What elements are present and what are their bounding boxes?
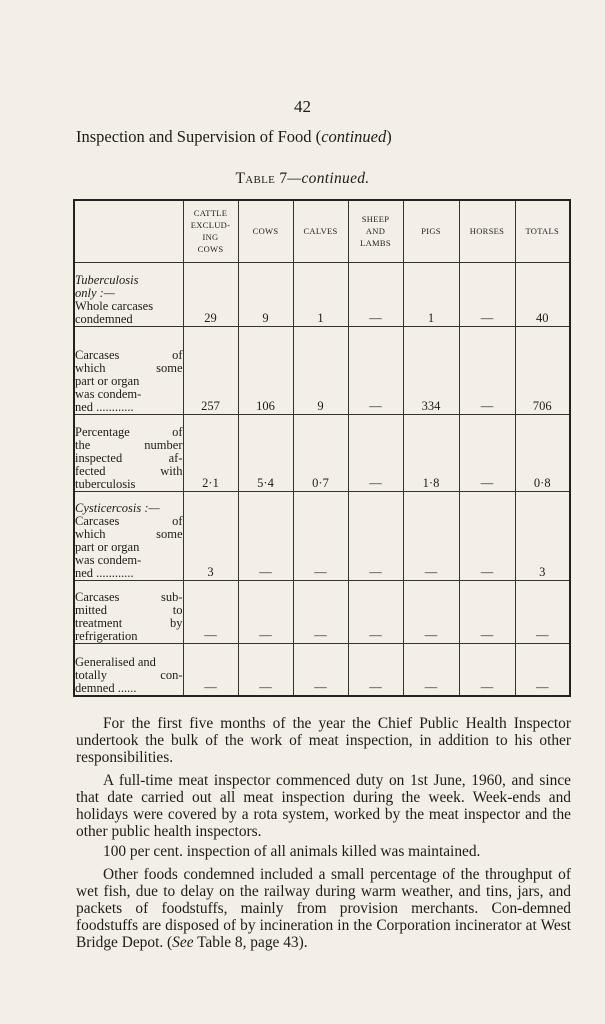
row-label [74,326,183,414]
table-cell: — [238,643,293,696]
table-cell: — [515,643,570,696]
row-label-line: ned ............ [75,399,134,414]
row-label-line: ned ............ [75,565,134,580]
column-header-line: LAMBS [360,238,391,249]
row-label-line: part or organ [75,373,140,388]
running-head-close: ) [386,127,392,146]
table-cell: — [348,262,403,326]
column-header [293,200,348,262]
column-header-line: PIGS [421,226,441,237]
column-header-line: ING [202,232,219,243]
row-label-line: totally con- [75,668,183,682]
table-cell: 106 [238,326,293,414]
table-row [74,580,570,643]
table-header-row [74,200,570,262]
row-label-line: was condem- [75,552,142,567]
row-label-line: Carcases of [75,347,183,362]
table-cell: 9 [293,326,348,414]
table-row [74,262,570,326]
table-cell: — [459,580,515,643]
table-cell: — [348,643,403,696]
table-cell: — [238,491,293,580]
table-cell: — [348,326,403,414]
table-body [74,262,570,696]
row-label-line: condemned [75,311,133,326]
column-header-line: HORSES [469,226,505,237]
table-cell: 29 [183,262,238,326]
table-cell: — [403,580,459,643]
table-cell: — [348,414,403,491]
column-header-line: TOTALS [525,226,560,237]
table-cell: 706 [515,326,570,414]
table-cell: — [238,580,293,643]
column-header-line: SHEEP [361,214,390,225]
column-header [459,200,515,262]
table-row [74,414,570,491]
row-label [74,262,183,326]
table-cell: 3 [183,491,238,580]
table-cell: — [403,643,459,696]
column-header-line: COWS [252,226,279,237]
row-label [74,580,183,643]
table-cell: 0·8 [515,414,570,491]
column-header-line: COWS [197,244,224,255]
table-row [74,643,570,696]
paragraph: For the first five months of the year the Chief Public Health Inspector undertook the bulk of the work of meat inspection, in addition to his other responsibilities. [76,715,571,766]
table-title-prefix: Table 7 [235,170,288,187]
row-label-line: Percentage of [75,424,183,439]
table-cell: — [183,643,238,696]
table-cell: 5·4 [238,414,293,491]
table-cell: — [459,262,515,326]
table-row [74,326,570,414]
table-cell: — [403,491,459,580]
row-label-line: which some [75,526,183,541]
row-label-line: tuberculosis [75,476,136,491]
row-label-line: refrigeration [75,628,138,643]
column-header [348,200,403,262]
table-row [74,491,570,580]
table-cell: 2·1 [183,414,238,491]
table-title [0,170,605,188]
paragraph-text: Other foods condemned included a small percentage of the throughput of wet fish, due to delay on the railway during warm weather, and tins, jars, and packets of foodstuffs, mainly from provision merchants. Con-demned foodstuffs are disposed of by incineration in the Corporation incinerator at West Bridge Depot. ( [76,866,571,951]
running-head-main: Inspection and Supervision of Food ( [76,127,322,146]
table-title-suffix: —continued. [287,170,370,187]
row-label-line: part or organ [75,539,140,554]
column-header-line: CALVES [303,226,338,237]
row-label-line: treatment by [75,615,183,630]
row-label-line: only :— [75,285,115,300]
table-cell: — [459,491,515,580]
paragraph [76,866,571,951]
table-cell: 3 [515,491,570,580]
table-cell: 1 [293,262,348,326]
paragraph: A full-time meat inspector commenced duty on 1st June, 1960, and since that date carried out all meat inspection during the week. Week-ends and holidays were covered by a rota system, worked by the meat inspector and the other public health inspectors. [76,772,571,840]
table-cell: 257 [183,326,238,414]
row-label-header [74,200,183,262]
row-label-line: mitted to [75,602,183,617]
row-label-line: which some [75,360,183,375]
table-cell: 0·7 [293,414,348,491]
row-label-line: Generalised and [75,655,156,669]
row-label [74,643,183,696]
table-cell: 1·8 [403,414,459,491]
row-label-line: demned ...... [75,681,137,695]
row-label-line: Whole carcases [75,298,154,313]
row-label-line: fected with [75,463,183,478]
paragraph-italic: See [172,934,194,951]
column-header-line: EXCLUD- [190,220,231,231]
page-number: 42 [294,97,311,116]
table-cell: 9 [238,262,293,326]
row-label-line: the number [75,437,183,452]
row-label-line: Tuberculosis [75,272,139,287]
body-text [76,715,571,957]
column-header-line: CATTLE [193,208,228,219]
running-head [76,127,392,147]
table-cell: — [293,580,348,643]
column-header [183,200,238,262]
column-header-line: AND [365,226,386,237]
row-label-line: inspected af- [75,450,183,465]
row-label-line: Carcases sub- [75,589,183,604]
table-cell: — [515,580,570,643]
table-cell: — [293,643,348,696]
table-cell: — [459,643,515,696]
table-cell: — [293,491,348,580]
paragraph-text: Table 8, page 43). [193,934,308,951]
inspection-table [73,199,571,697]
table-cell: — [459,414,515,491]
row-label-line: Cysticercosis :— [75,500,160,515]
table-cell: — [183,580,238,643]
table-cell: 1 [403,262,459,326]
paragraph: 100 per cent. inspection of all animals killed was maintained. [103,843,481,860]
table-cell: — [459,326,515,414]
column-header [403,200,459,262]
row-label [74,414,183,491]
column-header [515,200,570,262]
row-label-line: Carcases of [75,513,183,528]
row-label-line: was condem- [75,386,142,401]
running-head-italic: continued [321,127,387,146]
table-cell: 40 [515,262,570,326]
column-header [238,200,293,262]
table-cell: 334 [403,326,459,414]
row-label [74,491,183,580]
table-cell: — [348,580,403,643]
table-cell: — [348,491,403,580]
